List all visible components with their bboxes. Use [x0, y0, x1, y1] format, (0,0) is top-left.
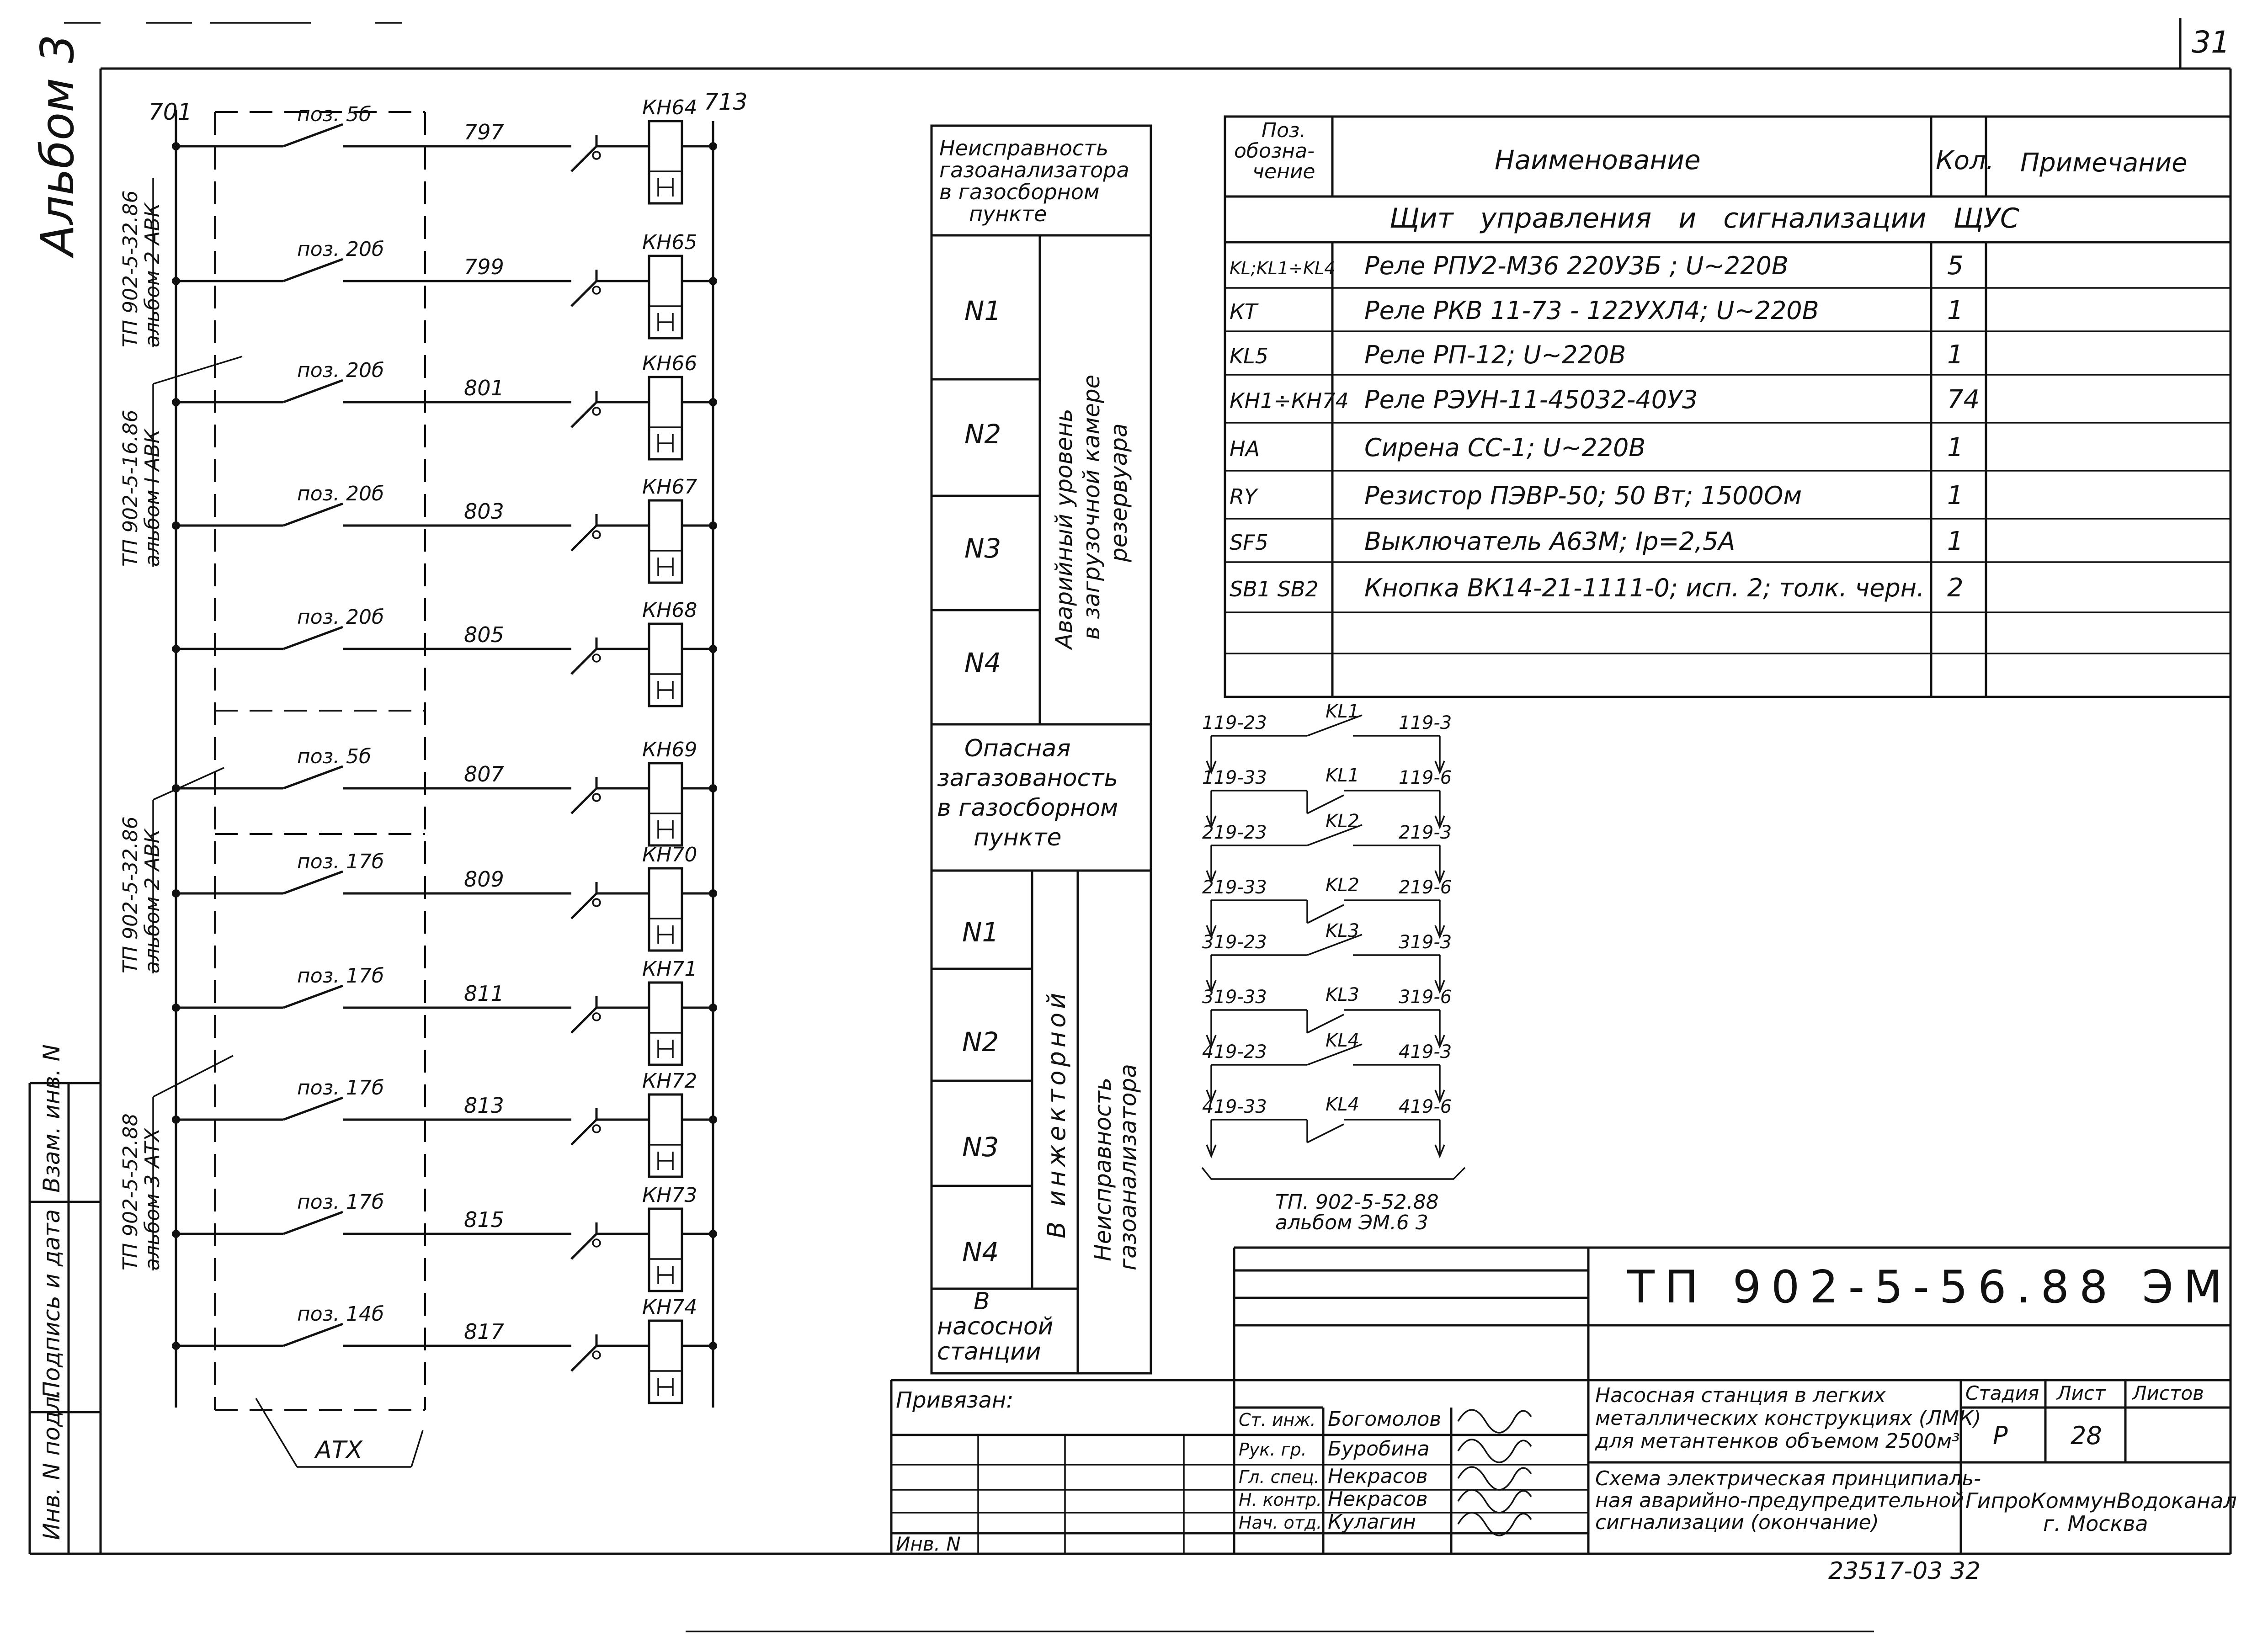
pos-label: поз. 5б [297, 103, 372, 126]
role-label: Нач. отд. [1239, 1513, 1322, 1533]
svg-text:альбом 2 АВК: альбом 2 АВК [141, 203, 164, 347]
spec-qty: 5 [1947, 251, 1964, 281]
spec-header-note: Примечание [2020, 148, 2188, 178]
spec-row [1230, 385, 1980, 414]
spec-name: Кнопка ВК14-21-1111-0; исп. 2; толк. черн. [1364, 574, 1925, 602]
circuit-row [172, 231, 717, 338]
legend-group2-vertical-b2: газоанализатора [1115, 1064, 1141, 1270]
org-name: ГипроКоммунВодоканал [1965, 1488, 2237, 1513]
contact-row [1202, 920, 1452, 992]
svg-text:станции: станции [937, 1338, 1041, 1365]
svg-text:сигнализации (окончание): сигнализации (окончание) [1595, 1511, 1879, 1534]
svg-text:чение: чение [1252, 160, 1315, 183]
pos-switch-contact [283, 1324, 343, 1346]
pos-label: поз. 20б [297, 359, 384, 382]
signature-scribble [1458, 1410, 1531, 1433]
svg-text:альбом 2 АВК: альбом 2 АВК [141, 829, 164, 973]
pos-switch-contact [283, 627, 343, 649]
role-label: Гл. спец. [1239, 1467, 1320, 1487]
sheets-label: Листов [2132, 1382, 2204, 1404]
svg-text:загазованость: загазованость [937, 765, 1118, 792]
relay-label: КН73 [642, 1184, 697, 1207]
svg-text:ная аварийно-предупредительной: ная аварийно-предупредительной [1595, 1489, 1964, 1512]
spec-name: Выключатель А63М; Iр=2,5А [1364, 527, 1736, 556]
stamp-vzam-inv: Взам. инв. N [38, 1044, 65, 1193]
wire-number: 807 [464, 762, 504, 786]
signature-scribble [1458, 1440, 1531, 1462]
circuit-row [172, 738, 717, 845]
contact-left-label: 419-23 [1202, 1041, 1267, 1063]
relay-label: КН67 [642, 475, 697, 499]
contacts-ref-1: ТП. 902-5-52.88 [1275, 1190, 1439, 1214]
contact-switch [1307, 1124, 1344, 1142]
contact-diagram [1202, 701, 1465, 1179]
svg-text:N1: N1 [962, 917, 999, 948]
circuit-row [172, 1069, 717, 1177]
ref-bracket-3 [119, 768, 224, 973]
svg-text:металлических конструкциях (ЛМ: металлических конструкциях (ЛМК) [1595, 1407, 1981, 1430]
sheet-number: 31 [2192, 25, 2230, 60]
svg-text:в газосборном: в газосборном [937, 794, 1118, 822]
contact-left-label: 419-33 [1202, 1096, 1267, 1117]
relay-coil [649, 377, 682, 459]
legend-group2-vertical-a: В инжекторной [1042, 989, 1071, 1238]
signature-row [1239, 1437, 1531, 1462]
circuit-row [172, 599, 717, 706]
legend-footer [937, 1288, 1053, 1365]
svg-text:Неисправность: Неисправность [939, 136, 1109, 160]
svg-text:N4: N4 [964, 647, 1001, 678]
relay-label: КН65 [642, 231, 697, 254]
spec-name: Сирена СС-1; U~220В [1364, 433, 1646, 462]
relay-label: КН68 [642, 599, 697, 622]
pos-label: поз. 20б [297, 238, 384, 261]
svg-text:Насосная станция в легких: Насосная станция в легких [1595, 1384, 1886, 1407]
relay-contact [571, 146, 596, 171]
svg-text:ТП 902-5-32.86: ТП 902-5-32.86 [119, 816, 142, 973]
spec-pos: KL5 [1230, 344, 1269, 368]
spec-qty: 1 [1947, 433, 1964, 462]
contact-left-label: 219-33 [1202, 877, 1267, 898]
contact-right-label: 119-3 [1399, 712, 1452, 733]
role-label: Ст. инж. [1239, 1410, 1316, 1430]
contact-right-label: 119-6 [1399, 767, 1452, 788]
sheet-value: 28 [2071, 1421, 2102, 1450]
svg-text:Аварийный уровень: Аварийный уровень [1051, 409, 1077, 649]
spec-section-title: Щит управления и сигнализации ЩУС [1390, 202, 2019, 234]
relay-contact [571, 893, 596, 919]
relay-coil [649, 868, 682, 951]
wire-number: 811 [464, 981, 504, 1006]
role-name: Кулагин [1328, 1510, 1416, 1534]
wire-number: 797 [464, 120, 504, 144]
contact-row [1202, 811, 1452, 882]
relay-contact [571, 649, 596, 674]
pos-label: поз. 20б [297, 606, 384, 629]
contact-left-label: 219-23 [1202, 822, 1267, 843]
contact-relay-label: KL4 [1326, 1030, 1359, 1051]
role-label: Рук. гр. [1239, 1440, 1307, 1460]
spec-row [1230, 481, 1964, 510]
circuit-row [172, 1296, 717, 1403]
wire-number: 817 [464, 1319, 504, 1344]
legend-header-1 [939, 136, 1129, 226]
pos-switch-contact [283, 766, 343, 788]
wire-number: 815 [464, 1207, 504, 1232]
contact-left-label: 119-23 [1202, 712, 1267, 733]
relay-coil [649, 624, 682, 706]
circuit-row [172, 352, 717, 459]
relay-coil [649, 1094, 682, 1177]
circuit-row [172, 1184, 717, 1291]
role-name: Некрасов [1328, 1488, 1428, 1511]
contact-right-label: 319-6 [1399, 987, 1452, 1008]
pos-label: поз. 5б [297, 745, 372, 768]
pos-switch-contact [283, 986, 343, 1008]
contact-relay-label: KL4 [1326, 1094, 1359, 1115]
spec-name: Реле РП-12; U~220В [1364, 340, 1626, 369]
sheet-title [1595, 1467, 1981, 1534]
svg-text:N4: N4 [962, 1237, 999, 1268]
signature-scribble [1458, 1490, 1531, 1513]
svg-text:ТП 902-5-32.86: ТП 902-5-32.86 [119, 190, 142, 347]
drawing-code: ТП 902-5-56.88 ЭМ [1627, 1261, 2232, 1313]
contact-right-label: 219-6 [1399, 877, 1452, 898]
stamp-inv-podl: Инв. N подл. [38, 1389, 65, 1540]
wire-number: 813 [464, 1093, 504, 1118]
svg-text:ТП 902-5-16.86: ТП 902-5-16.86 [119, 409, 142, 567]
svg-text:пункте: пункте [974, 824, 1062, 851]
role-label: Н. контр. [1239, 1490, 1322, 1510]
relay-contact [571, 1120, 596, 1145]
contact-relay-label: KL3 [1326, 920, 1359, 941]
wire-number: 805 [464, 622, 504, 647]
signature-row [1239, 1510, 1531, 1535]
relay-label: КН69 [642, 738, 697, 761]
pos-label: поз. 14б [297, 1302, 384, 1326]
svg-text:в газосборном: в газосборном [939, 180, 1100, 204]
contact-relay-label: KL1 [1326, 701, 1359, 722]
wire-number: 803 [464, 499, 504, 524]
legend-group2-vertical-b1: Неисправность [1090, 1077, 1116, 1261]
spec-pos: KL;KL1÷KL4 [1230, 258, 1336, 278]
spec-qty: 1 [1947, 526, 1964, 556]
spec-row [1230, 433, 1964, 462]
relay-circuit [172, 96, 717, 1467]
relay-contact [571, 1234, 596, 1259]
signature-row [1239, 1465, 1531, 1490]
spec-pos: НА [1230, 436, 1260, 461]
spec-name: Реле РЭУН-11-45032-40У3 [1364, 385, 1698, 414]
svg-text:газоанализатора: газоанализатора [939, 158, 1129, 182]
legend-group1-vertical [1051, 375, 1132, 650]
relay-coil [649, 121, 682, 203]
relay-coil [649, 1209, 682, 1291]
pos-switch-contact [283, 259, 343, 281]
relay-coil [649, 256, 682, 338]
relay-coil [649, 983, 682, 1065]
circuit-row [172, 957, 717, 1065]
contact-left-label: 319-33 [1202, 987, 1267, 1008]
album-label: Альбом 3 [31, 34, 84, 256]
spec-pos: SB1 SB2 [1230, 577, 1319, 601]
spec-row [1230, 296, 1964, 325]
relay-contact [571, 1008, 596, 1033]
relay-contact [571, 402, 596, 427]
relay-label: КН70 [642, 843, 697, 866]
atx-label: АТХ [315, 1436, 362, 1464]
svg-text:N3: N3 [962, 1132, 999, 1163]
wire-number: 809 [464, 867, 504, 892]
relay-coil [649, 1321, 682, 1403]
contact-left-label: 319-23 [1202, 932, 1267, 953]
spec-name: Реле РКВ 11-73 - 122УХЛ4; U~220В [1364, 296, 1819, 325]
spec-qty: 74 [1947, 385, 1980, 414]
relay-contact [571, 526, 596, 551]
pos-switch-contact [283, 380, 343, 402]
svg-text:N2: N2 [964, 419, 1001, 450]
spec-header-qty: Кол. [1936, 146, 1994, 175]
contact-row [1202, 701, 1452, 772]
pos-switch-contact [283, 124, 343, 146]
relay-label: КН74 [642, 1296, 697, 1319]
circuit-row [172, 843, 717, 951]
spec-header-pos [1234, 119, 1315, 183]
stamp-signature-date: Подпись и дата [38, 1209, 65, 1398]
spec-pos: SF5 [1230, 530, 1268, 555]
pos-switch-contact [283, 1098, 343, 1120]
org-city: г. Москва [2043, 1511, 2148, 1536]
wire-number: 801 [464, 376, 504, 400]
pos-label: поз. 17б [297, 964, 384, 988]
legend-group1-rows [964, 295, 1001, 678]
project-title [1595, 1384, 1981, 1453]
svg-text:Опасная: Опасная [964, 735, 1071, 762]
pos-label: поз. 17б [297, 850, 384, 873]
svg-text:насосной: насосной [937, 1313, 1054, 1340]
spec-row [1230, 526, 1964, 556]
svg-text:альбом I АВК: альбом I АВК [141, 429, 164, 567]
spec-row [1230, 573, 1964, 603]
signature-scribble [1458, 1467, 1531, 1490]
svg-text:обозна-: обозна- [1234, 139, 1315, 163]
wire-number: 799 [464, 255, 504, 279]
relay-contact [571, 788, 596, 813]
role-name: Некрасов [1328, 1465, 1428, 1488]
svg-text:В: В [974, 1288, 990, 1315]
spec-qty: 1 [1947, 481, 1964, 510]
svg-text:Поз.: Поз. [1262, 119, 1306, 142]
contact-right-label: 219-3 [1399, 822, 1452, 843]
pos-switch-contact [283, 1212, 343, 1234]
signature-row [1239, 1488, 1531, 1513]
ref-bracket-1 [119, 178, 164, 347]
role-name: Богомолов [1328, 1408, 1442, 1431]
spec-row [1230, 340, 1964, 370]
svg-text:ТП 902-5-52.88: ТП 902-5-52.88 [119, 1113, 142, 1270]
relay-contact [571, 1346, 596, 1371]
stage-label: Стадия [1965, 1382, 2039, 1404]
role-name: Буробина [1328, 1437, 1430, 1461]
pos-label: поз. 20б [297, 482, 384, 505]
stage-value: Р [1993, 1421, 2008, 1450]
svg-text:для метантенков объемом 2500м³: для метантенков объемом 2500м³ [1595, 1429, 1960, 1453]
pos-switch-contact [283, 504, 343, 526]
contact-relay-label: KL3 [1326, 984, 1359, 1005]
contact-relay-label: KL2 [1326, 811, 1359, 832]
svg-text:N3: N3 [964, 533, 1001, 564]
signature-row [1239, 1408, 1531, 1433]
contact-right-label: 419-6 [1399, 1096, 1452, 1117]
relay-label: КН66 [642, 352, 697, 375]
sheet-label: Лист [2057, 1382, 2106, 1404]
relay-label: КН72 [642, 1069, 697, 1093]
spec-name: Реле РПУ2-М36 220У3Б ; U~220В [1364, 251, 1789, 280]
contact-row [1202, 1030, 1452, 1101]
svg-text:N1: N1 [964, 295, 1001, 326]
contact-left-label: 119-33 [1202, 767, 1267, 788]
spec-header-name: Наименование [1495, 144, 1701, 175]
spec-qty: 2 [1947, 573, 1964, 603]
svg-text:альбом 3 АТХ: альбом 3 АТХ [141, 1128, 164, 1270]
node-713: 713 [704, 89, 748, 115]
spec-qty: 1 [1947, 340, 1964, 370]
svg-text:пункте: пункте [969, 202, 1047, 226]
spec-name: Резистор ПЭВР-50; 50 Вт; 1500Ом [1364, 481, 1802, 510]
spec-qty: 1 [1947, 296, 1964, 325]
pos-label: поз. 17б [297, 1190, 384, 1214]
spec-row [1230, 251, 1964, 281]
svg-text:Схема электрическая принципиал: Схема электрическая принципиаль- [1595, 1467, 1981, 1490]
svg-text:в загрузочной камере: в загрузочной камере [1078, 374, 1105, 640]
contact-right-label: 319-3 [1399, 932, 1452, 953]
pos-label: поз. 17б [297, 1076, 384, 1100]
bottom-code: 23517-03 32 [1828, 1557, 1981, 1585]
node-701: 701 [149, 99, 192, 125]
relay-coil [649, 500, 682, 583]
privyazan-label: Привязан: [896, 1387, 1014, 1413]
relay-coil [649, 763, 682, 845]
inv-label: Инв. N [896, 1533, 961, 1555]
circuit-row [172, 475, 717, 583]
ref-bracket-2 [119, 356, 242, 567]
relay-contact [571, 281, 596, 306]
contact-relay-label: KL1 [1326, 765, 1359, 786]
svg-text:N2: N2 [962, 1026, 999, 1057]
pos-switch-contact [283, 871, 343, 893]
contact-right-label: 419-3 [1399, 1041, 1452, 1063]
contact-row [1202, 1094, 1452, 1156]
legend-header-2 [937, 735, 1118, 851]
spec-pos: КН1÷КН74 [1230, 388, 1349, 413]
relay-label: КН64 [642, 96, 697, 119]
svg-text:резервуара: резервуара [1106, 423, 1132, 562]
spec-pos: RY [1230, 484, 1257, 509]
spec-pos: КТ [1230, 299, 1257, 324]
contacts-ref-2: альбом ЭМ.6 3 [1275, 1211, 1428, 1234]
contact-relay-label: KL2 [1326, 875, 1359, 896]
relay-label: КН71 [642, 957, 697, 981]
